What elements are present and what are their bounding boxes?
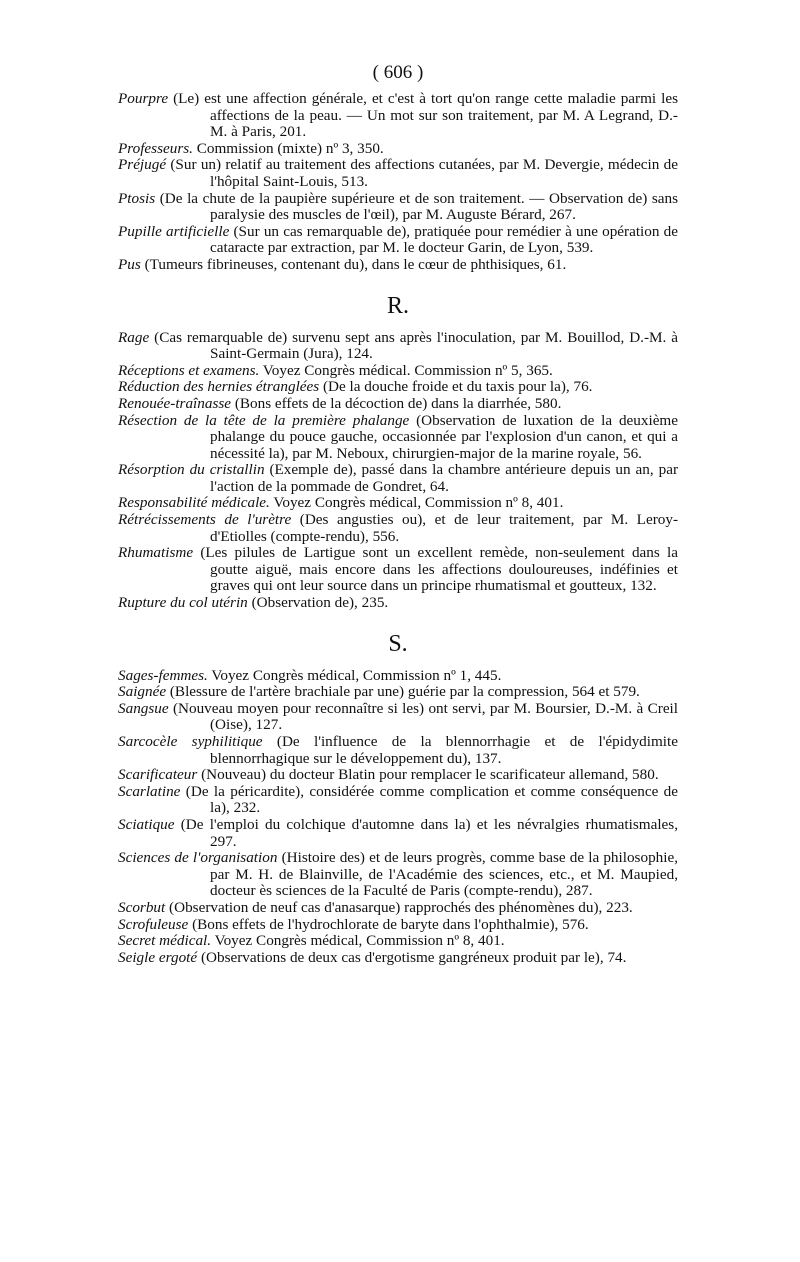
entry-term: Saignée	[118, 683, 167, 701]
index-entry	[118, 91, 678, 141]
page-number: ( 606 )	[372, 62, 424, 83]
entry-text: (Bons effets de l'hydrochlorate de baryte dans l'ophthalmie), 576.	[188, 915, 589, 933]
index-entry	[118, 595, 678, 612]
entry-text: (Observation de), 235.	[247, 594, 389, 612]
index-entry	[118, 668, 678, 685]
index-entry	[118, 545, 678, 595]
entry-text: (Blessure de l'artère brachiale par une) guérie par la compression, 564 et 579.	[166, 683, 640, 701]
entry-text: (De la douche froide et du taxis pour la), 76.	[319, 378, 593, 396]
entry-term: Résection de la tête de la première phalange	[118, 411, 410, 429]
entry-term: Sages-femmes.	[118, 666, 208, 684]
entry-term: Scrofuleuse	[118, 915, 189, 933]
index-section	[118, 91, 678, 274]
entry-term: Rupture du col utérin	[118, 594, 248, 612]
entry-text: (Le) est une affection générale, et c'est à tort qu'on range cette maladie parmi les affections de la peau. — Un mot sur son traitement, par M. A Legrand, D.-M. à Paris, 201.	[168, 90, 678, 141]
index-entry	[118, 900, 678, 917]
index-entry	[118, 784, 678, 817]
entry-term: Responsabilité médicale.	[118, 494, 270, 512]
entry-term: Rage	[118, 328, 150, 346]
entry-term: Rhumatisme	[118, 544, 194, 562]
entry-term: Préjugé	[118, 156, 167, 174]
section-letter: S.	[388, 630, 408, 657]
index-entry	[118, 157, 678, 190]
entry-text: (Tumeurs fibrineuses, contenant du), dans le cœur de phthisiques, 61.	[140, 255, 567, 273]
entry-text: Voyez Congrès médical, Commission nº 1, 445.	[207, 666, 502, 684]
entry-text: (Bons effets de la décoction de) dans la diarrhée, 580.	[231, 394, 562, 412]
entry-term: Ptosis	[118, 189, 156, 207]
entry-term: Pus	[118, 255, 141, 273]
entry-text: Voyez Congrès médical, Commission nº 8, 401.	[269, 494, 564, 512]
entry-term: Professeurs.	[118, 139, 193, 157]
index-entry	[118, 257, 678, 274]
entry-text: (Observation de luxation de la deuxième phalange du pouce gauche, occasionnée par l'explosion d'un canon, et qui a nécessité la), par M. Neboux, chirurgien-major de la marine royale, 56.	[210, 411, 678, 462]
entry-term: Réduction des hernies étranglées	[118, 378, 320, 396]
index-entry	[118, 224, 678, 257]
entry-term: Sciences de l'organisation	[118, 849, 278, 867]
index-entry	[118, 191, 678, 224]
section-letter: R.	[386, 292, 409, 319]
index-entry	[118, 413, 678, 463]
entry-text: (De l'emploi du colchique d'automne dans la) et les névralgies rhumatismales, 297.	[174, 815, 678, 850]
entry-term: Scorbut	[118, 898, 166, 916]
index-entry	[118, 379, 678, 396]
entry-term: Résorption du cristallin	[118, 461, 265, 479]
index-entry	[118, 933, 678, 950]
index-entry	[118, 767, 678, 784]
index-entry	[118, 950, 678, 967]
entry-text: (De la péricardite), considérée comme complication et comme conséquence de la), 232.	[180, 782, 678, 817]
entry-text: (Nouveau) du docteur Blatin pour remplacer le scarificateur allemand, 580.	[197, 766, 659, 784]
entry-text: (Exemple de), passé dans la chambre antérieure depuis un an, par l'action de la pommade de Gondret, 64.	[210, 461, 678, 495]
index-entry	[118, 917, 678, 934]
entry-text: (De l'influence de la blennorrhagie et de l'épidydimite blennorrhagique sur le développement du), 137.	[210, 733, 678, 767]
entry-term: Seigle ergoté	[118, 948, 198, 966]
index-entry	[118, 850, 678, 900]
index-entry	[118, 363, 678, 380]
entry-term: Sciatique	[118, 815, 175, 833]
entry-text: Voyez Congrès médical. Commission nº 5, 365.	[259, 361, 553, 379]
entry-text: (Nouveau moyen pour reconnaître si les) ont servi, par M. Boursier, D.-M. à Creil (Oise), 127.	[168, 699, 678, 734]
index-entry	[118, 462, 678, 495]
entry-term: Scarlatine	[118, 782, 181, 800]
index-entry	[118, 817, 678, 850]
entry-term: Sangsue	[118, 699, 169, 717]
index-entry	[118, 734, 678, 767]
entry-term: Secret médical.	[118, 932, 212, 950]
index-entry	[118, 330, 678, 363]
entry-term: Scarificateur	[118, 766, 198, 784]
entry-text: (Histoire des) et de leurs progrès, comme base de la philosophie, par M. H. de Blainville, de l'Académie des sciences, etc., et M. Maupied, docteur ès sciences de la Faculté de Paris (compte-rendu), 287.	[210, 849, 679, 900]
entry-text: (Sur un) relatif au traitement des affections cutanées, par M. Devergie, médecin de l'hôpital Saint-Louis, 513.	[166, 156, 678, 190]
index-entry	[118, 141, 678, 158]
entry-text: (Observations de deux cas d'ergotisme gangréneux produit par le), 74.	[197, 948, 627, 966]
entry-term: Pourpre	[118, 90, 169, 107]
entry-text: Commission (mixte) nº 3, 350.	[192, 139, 384, 157]
entry-text: (De la chute de la paupière supérieure et de son traitement. — Observation de) sans paralysie des muscles de l'œil), par M. Auguste Bérard, 267.	[155, 189, 678, 224]
index-entry	[118, 701, 678, 734]
entry-text: (Des angusties ou), et de leur traitement, par M. Leroy-d'Etiolles (compte-rendu), 556.	[210, 511, 678, 545]
index-section	[118, 628, 678, 967]
entry-text: (Les pilules de Lartigue sont un excellent remède, non-seulement dans la goutte aiguë, mais encore dans les affections douloureuses, indéfinies et graves qui ont leur source dans un principe rhumatismal et goutteux, 132.	[193, 544, 678, 595]
entry-text: (Observation de neuf cas d'anasarque) rapprochés des phénomènes du), 223.	[165, 898, 633, 916]
index-entry	[118, 495, 678, 512]
index-section	[118, 290, 678, 612]
entry-term: Sarcocèle syphilitique	[118, 733, 263, 750]
index-entry	[118, 512, 678, 545]
entry-text: Voyez Congrès médical, Commission nº 8, 401.	[211, 932, 505, 950]
page	[118, 55, 678, 966]
entry-term: Rétrécissements de l'urètre	[118, 511, 292, 529]
entry-term: Pupille artificielle	[118, 222, 230, 240]
index-entry	[118, 684, 678, 701]
entry-term: Renouée-traînasse	[118, 394, 232, 412]
index-entry	[118, 396, 678, 413]
entry-text: (Cas remarquable de) survenu sept ans après l'inoculation, par M. Bouillod, D.-M. à Saint-Germain (Jura), 124.	[149, 328, 678, 363]
entry-text: (Sur un cas remarquable de), pratiquée pour remédier à une opération de cataracte par extraction, par M. le docteur Garin, de Lyon, 539.	[210, 222, 678, 257]
index-content	[118, 91, 678, 966]
entry-term: Réceptions et examens.	[118, 361, 260, 379]
